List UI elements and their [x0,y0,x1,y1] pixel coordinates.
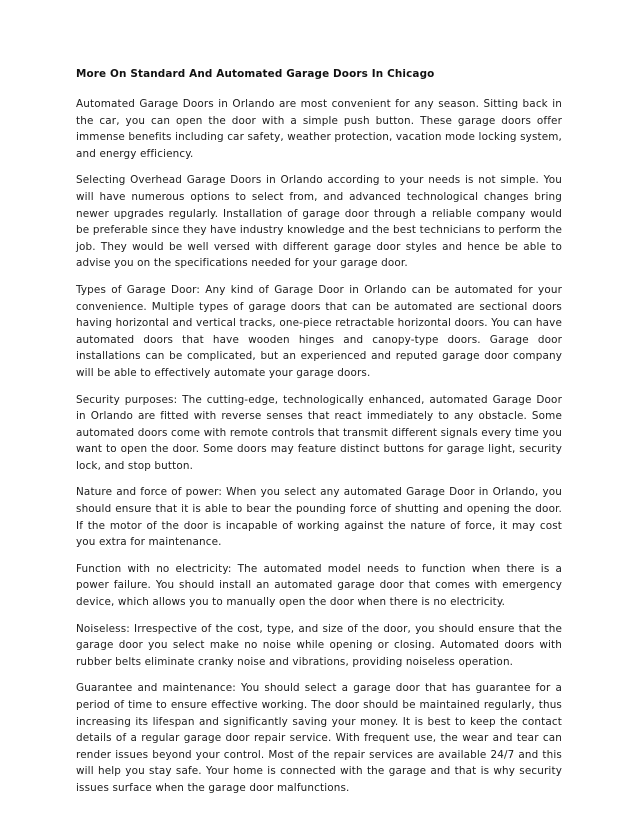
paragraph-electricity: Function with no electricity: The automated model needs to function when there is a power failure. You should install an automated garage door that comes with emergency device, which allows you to manually open the door when there is no electricity. [76,562,562,609]
paragraph-noiseless: Noiseless: Irrespective of the cost, type, and size of the door, you should ensure that the garage door you select make no noise while opening or closing. Automated doors with rubber belts eliminate cranky noise and vibrations, providing noiseless operation. [76,622,562,668]
paragraph-types: Types of Garage Door: Any kind of Garage Door in Orlando can be automated for your convenience. Multiple types of garage doors that can be automated are sectional doors having horizontal and vertical tracks, one-piece retractable horizontal doors. You can have automated doors that have wooden hinges and canopy-type doors. Garage door installations can be complicated, but an experienced and reputed garage door company will be able to effectively automate your garage doors. [76,283,562,379]
paragraph-selecting: Selecting Overhead Garage Doors in Orlando according to your needs is not simple. You will have numerous options to select from, and advanced technological changes bring newer upgrades regularly. Installation of garage door through a reliable company would be preferable since they have industry knowledge and the best technicians to perform the job. They would be well versed with different garage door styles and hence be able to advise you on the specifications needed for your garage door. [76,174,562,270]
document-body [76,66,562,807]
paragraph-guarantee: Guarantee and maintenance: You should select a garage door that has guarantee for a period of time to ensure effective working. The door should be maintained regularly, thus increasing its lifespan and significantly saving your money. It is best to keep the contact details of a regular garage door repair service. With frequent use, the wear and tear can render issues beyond your control. Most of the repair services are available 24/7 and this will help you stay safe. Your home is connected with the garage and that is why security issues surface when the garage door malfunctions. [76,682,562,794]
paragraph-security: Security purposes: The cutting-edge, technologically enhanced, automated Garage Door in Orlando are fitted with reverse senses that react immediately to any obstacle. Some automated doors come with remote controls that transmit different signals every time you want to open the door. Some doors may feature distinct buttons for garage light, security lock, and stop button. [76,393,562,472]
paragraph-power: Nature and force of power: When you select any automated Garage Door in Orlando, you should ensure that it is able to bear the pounding force of shutting and opening the door. If the motor of the door is incapable of working against the nature of force, it may cost you extra for maintenance. [76,486,562,549]
paragraph-intro: Automated Garage Doors in Orlando are most convenient for any season. Sitting back in the car, you can open the door with a simple push button. These garage doors offer immense benefits including car safety, weather protection, vacation mode locking system, and energy efficiency. [76,98,563,160]
document-title: More On Standard And Automated Garage Doors In Chicago [76,68,435,80]
